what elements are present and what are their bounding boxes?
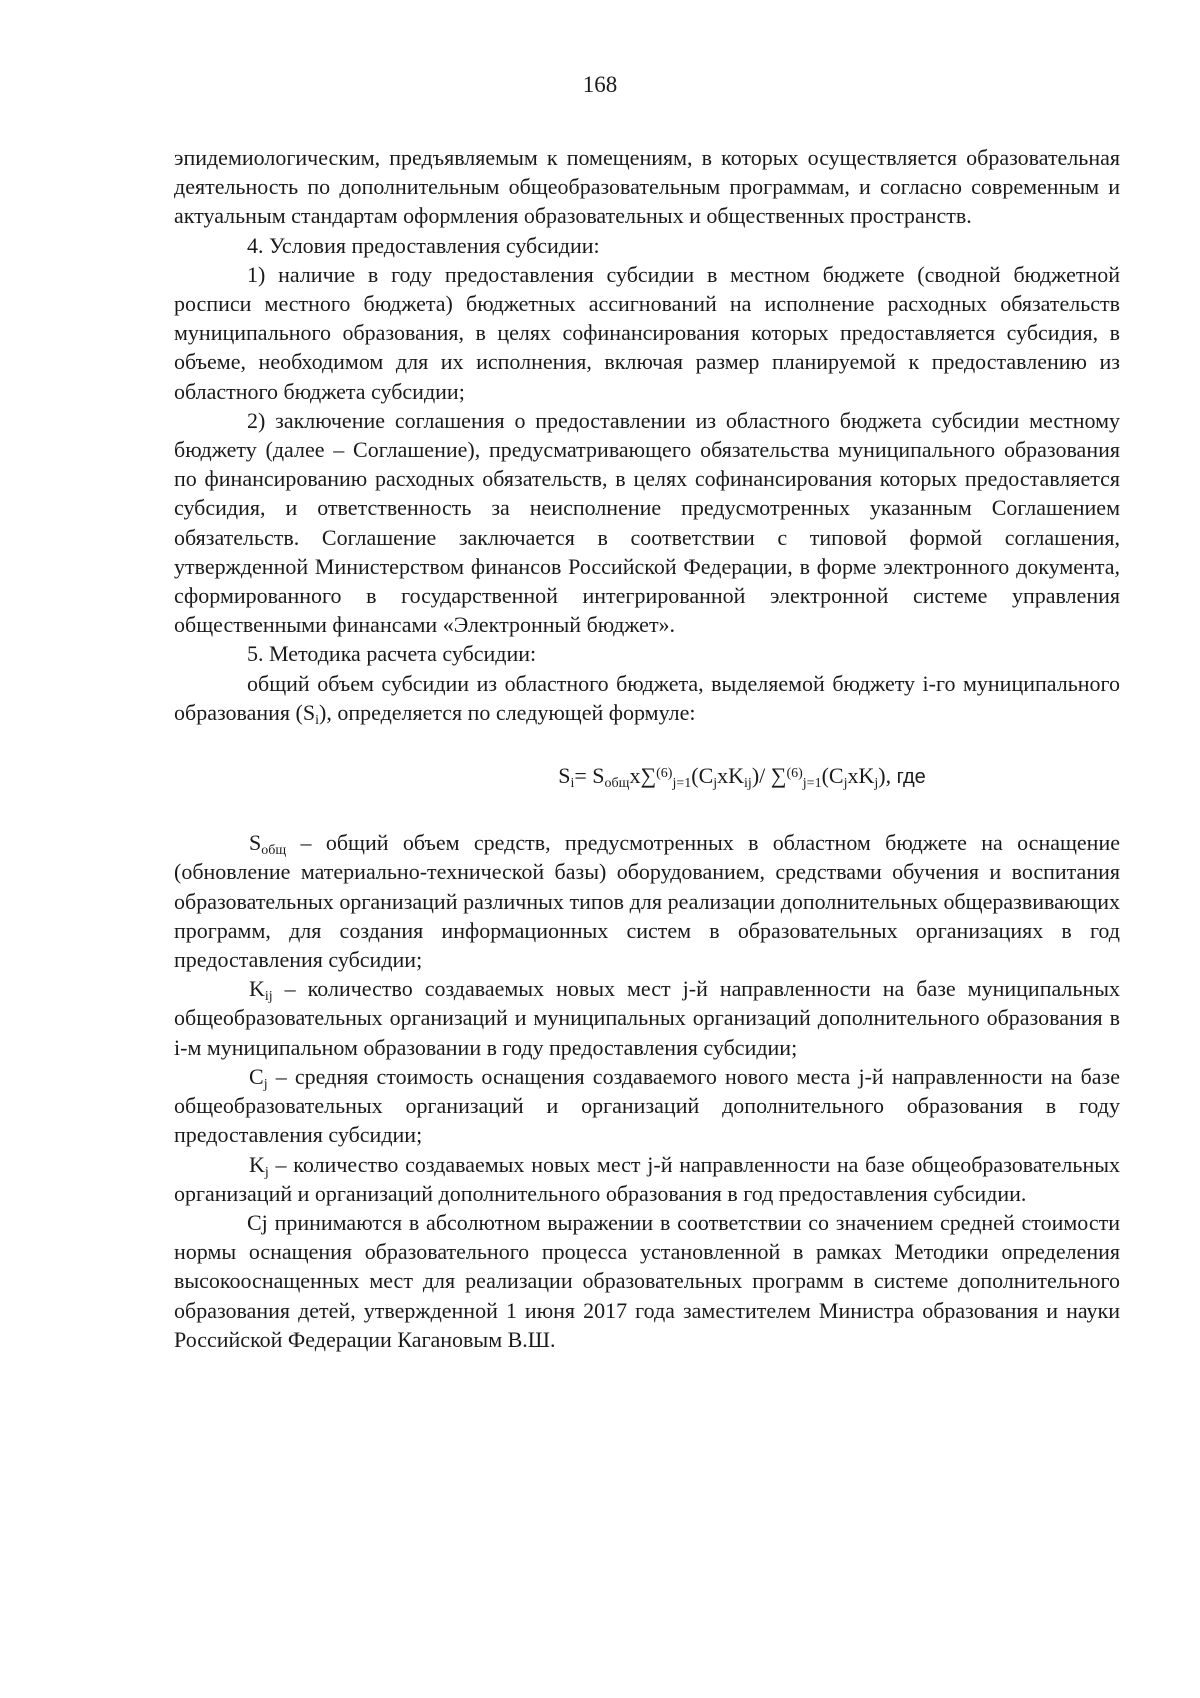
- section-heading-4: 4. Условия предоставления субсидии:: [247, 232, 600, 258]
- section-heading-5: 5. Методика расчета субсидии:: [247, 641, 537, 667]
- definition-s-obsh: $S_{общ}$ – общий объем средств, предусмотренных в областном бюджете на оснащение (обновление материально-технической базы) оборудованием, средствами обучения и воспитания образовательных организаций различных типов для реализации дополнительных общеразвивающих программ, для создания информационных систем в образовательных организациях в год предоставления субсидии;: [174, 830, 1120, 973]
- condition-2: 2) заключение соглашения о предоставлении из областного бюджета субсидии местному бюджету (далее – Соглашение), предусматривающего обязательства муниципального образования по финансированию расходных обязательств, в целях софинансирования которых предоставляется субсидия, и ответственность за неисполнение предусмотренных указанным Соглашением обязательств. Соглашение заключается в соответствии с типовой формой соглашения, утвержденной Министерством финансов Российской Федерации, в форме электронного документа, сформированного в государственной интегрированной электронной системе управления общественными финансами «Электронный бюджет».: [174, 407, 1120, 638]
- paragraph-continuation: эпидемиологическим, предъявляемым к помещениям, в которых осуществляется образовательная деятельность по дополнительным общеобразовательным программам, и согласно современным и актуальным стандартам оформления образовательных и общественных пространств.: [174, 145, 1120, 229]
- paragraph-cj-note: Cj принимаются в абсолютном выражении в соответствии со значением средней стоимости нормы оснащения образовательного процесса установленной в рамках Методики определения высокооснащенных мест для реализации образовательных программ в системе дополнительного образования детей, утвержденной 1 июня 2017 года заместителем Министра образования и науки Российской Федерации Кагановым В.Ш.: [174, 1209, 1120, 1352]
- subsidy-formula: $S_i= S_{общ}x\sum^{(6)}_{j=1}(C_jxK_{ij})/$ $\sum^{(6)}_{j=1}(C_jxK_j)$, где: [558, 763, 926, 792]
- page-number: 168: [582, 72, 618, 97]
- definition-c-j: $C_j$ – средняя стоимость оснащения создаваемого нового места j-й направленности на базе общеобразовательных организаций и организаций дополнительного образования в году предоставления субсидии;: [174, 1063, 1120, 1148]
- condition-1: 1) наличие в году предоставления субсидии в местном бюджете (сводной бюджетной росписи местного бюджета) бюджетных ассигнований на исполнение расходных обязательств муниципального образования, в целях софинансирования которых предоставляется субсидия, в объеме, необходимом для их исполнения, включая размер планируемой к предоставлению из областного бюджета субсидии;: [174, 261, 1120, 404]
- document-body: [174, 143, 1120, 1354]
- definition-k-ij: $K_{ij}$ – количество создаваемых новых мест j-й направленности на базе муниципальных общеобразовательных организаций и муниципальных организаций дополнительного образования в i-м муниципальном образовании в году предоставления субсидии;: [174, 976, 1120, 1060]
- definition-k-j: $K_j$ – количество создаваемых новых мест j-й направленности на базе общеобразовательных организаций и организаций дополнительного образования в год предоставления субсидии.: [174, 1151, 1120, 1206]
- formula-intro: общий объем субсидии из областного бюджета, выделяемой бюджету i-го муниципального образования $(S_i)$, определяется по следующей формуле:: [174, 670, 1120, 728]
